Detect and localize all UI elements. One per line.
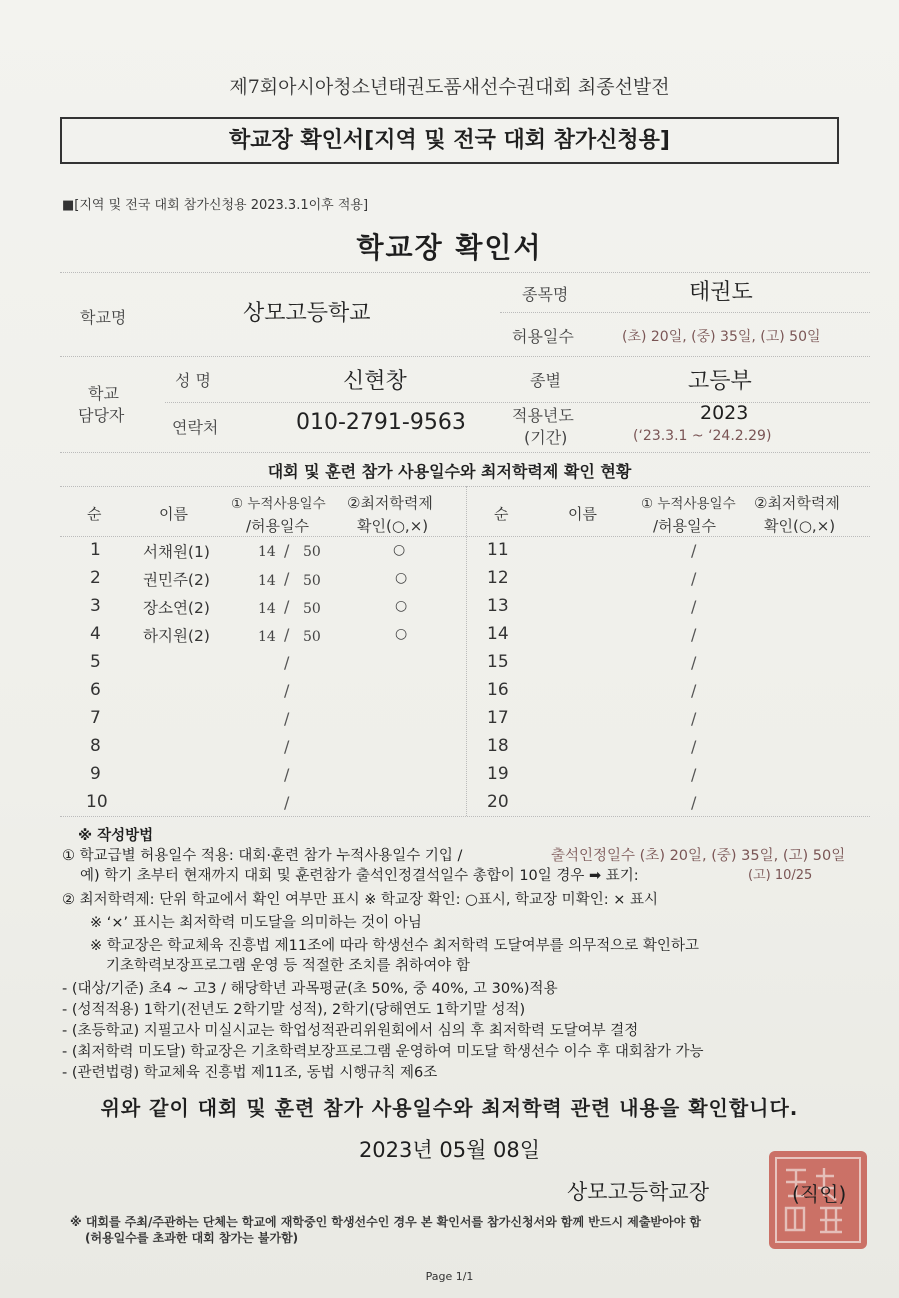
divider: [500, 312, 870, 313]
days-separator: /: [284, 737, 290, 756]
academic-check: ○: [395, 570, 408, 586]
col-header-academic: ②최저학력제: [754, 494, 840, 512]
table-row-no: 1: [90, 540, 101, 560]
table-row-no: 4: [90, 624, 101, 644]
document-title-box: 학교장 확인서[지역 및 전국 대회 참가신청용]: [60, 117, 839, 164]
days-separator: /: [691, 793, 697, 812]
method-note-2: ※ 학교장은 학교체육 진흥법 제11조에 따라 학생선수 최저학력 도달여부를 의무적으로 확인하고: [90, 938, 699, 954]
allowed-days-label: 허용일수: [512, 327, 574, 346]
days-separator: /: [284, 625, 290, 644]
table-row-name: 하지원(2): [143, 627, 210, 645]
table-row-no: 14: [487, 624, 509, 644]
table-center-divider: [466, 486, 467, 816]
table-row-no: 13: [487, 596, 509, 616]
table-row-no: 16: [487, 680, 509, 700]
days-separator: /: [691, 709, 697, 728]
allowed-days-value: (초) 20일, (중) 35일, (고) 50일: [622, 329, 821, 345]
days-separator: /: [691, 569, 697, 588]
confirmation-date: 2023년 05월 08일: [358, 1138, 541, 1162]
table-row-no: 12: [487, 568, 509, 588]
used-days: 14: [258, 629, 276, 645]
col-header-days: ① 누적사용일수: [641, 496, 736, 512]
days-separator: /: [691, 625, 697, 644]
method-note-2-cont: 기초학력보장프로그램 운영 등 적절한 조치를 취하여야 함: [106, 958, 470, 974]
table-row-no: 20: [487, 792, 509, 812]
table-row-name: 권민주(2): [143, 571, 210, 589]
days-separator: /: [284, 569, 290, 588]
table-row-no: 19: [487, 764, 509, 784]
table-row-name: 장소연(2): [143, 599, 210, 617]
days-separator: /: [691, 653, 697, 672]
divider: [60, 536, 870, 537]
days-separator: /: [284, 765, 290, 784]
main-title: 학교장 확인서: [356, 231, 543, 264]
table-row-no: 6: [90, 680, 101, 700]
manager-name-value: 신현창: [343, 369, 407, 394]
method-bullet: - (초등학교) 지필고사 미실시교는 학업성적관리위원회에서 심의 후 최저학력 도달여부 결정: [62, 1023, 639, 1039]
method-item-2: ② 최저학력제: 단위 학교에서 확인 여부만 표시 ※ 학교장 확인: ○표시, 학교장 미확인: × 표시: [62, 892, 658, 908]
col-header-no: 순: [87, 505, 102, 523]
method-item-1-highlight: 출석인정일수 (초) 20일, (중) 35일, (고) 50일: [551, 848, 846, 864]
table-row-no: 7: [90, 708, 101, 728]
manager-label: 학교: [88, 384, 119, 403]
allowed-days: 50: [303, 601, 321, 617]
days-separator: /: [284, 597, 290, 616]
school-label: 학교명: [80, 308, 127, 327]
col-header-academic-sub: 확인(○,×): [764, 517, 836, 535]
signer-name: 상모고등학교장: [567, 1180, 710, 1204]
allowed-days: 50: [303, 573, 321, 589]
table-row-no: 15: [487, 652, 509, 672]
table-row-no: 18: [487, 736, 509, 756]
method-note-1: ※ ‘×’ 표시는 최저학력 미도달을 의미하는 것이 아님: [90, 915, 422, 931]
days-separator: /: [284, 541, 290, 560]
method-item-1-example: 예) 학기 초부터 현재까지 대회 및 훈련참가 출석인정결석일수 총합이 10일 경우 ➡ 표기:: [80, 868, 639, 884]
method-bullet: - (최저학력 미도달) 학교장은 기초학력보장프로그램 운영하여 미도달 학생선수 이수 후 대회참가 가능: [62, 1044, 704, 1060]
contact-label: 연락처: [172, 418, 219, 437]
days-separator: /: [691, 541, 697, 560]
method-title: ※ 작성방법: [78, 828, 154, 844]
school-value: 상모고등학교: [243, 301, 371, 326]
col-header-no: 순: [494, 505, 509, 523]
confirmation-statement: 위와 같이 대회 및 훈련 참가 사용일수와 최저학력 관련 내용을 확인합니다.: [100, 1096, 799, 1120]
table-row-no: 3: [90, 596, 101, 616]
method-bullet: - (대상/기준) 초4 ~ 고3 / 해당학년 과목평균(초 50%, 중 40%, 고 30%)적용: [62, 981, 558, 997]
allowed-days: 50: [303, 629, 321, 645]
divider: [60, 816, 870, 817]
manager-label: 담당자: [78, 406, 125, 425]
col-header-academic-sub: 확인(○,×): [357, 517, 429, 535]
period-label: (기간): [524, 428, 568, 447]
sport-value: 태권도: [689, 280, 753, 305]
level-value: 고등부: [688, 369, 752, 394]
days-separator: /: [691, 765, 697, 784]
table-row-no: 8: [90, 736, 101, 756]
table-row-no: 9: [90, 764, 101, 784]
days-separator: /: [691, 737, 697, 756]
table-row-no: 11: [487, 540, 509, 560]
divider: [60, 272, 870, 273]
used-days: 14: [258, 573, 276, 589]
seal-label: (직인): [792, 1182, 847, 1206]
col-header-days-sub: /허용일수: [653, 517, 717, 535]
page-number: Page 1/1: [425, 1270, 474, 1283]
days-separator: /: [284, 793, 290, 812]
year-value: 2023: [700, 402, 749, 424]
days-separator: /: [691, 681, 697, 700]
table-row-no: 17: [487, 708, 509, 728]
table-row-no: 10: [86, 792, 108, 812]
used-days: 14: [258, 601, 276, 617]
form-note: ■[지역 및 전국 대회 참가신청용 2023.3.1이후 적용]: [62, 198, 369, 213]
method-item-1: ① 학교급별 허용일수 적용: 대회·훈련 참가 누적사용일수 기입 /: [62, 848, 463, 864]
used-days: 14: [258, 544, 276, 560]
days-separator: /: [284, 681, 290, 700]
footer-note: ※ 대회를 주최/주관하는 단체는 학교에 재학중인 학생선수인 경우 본 확인서를 참가신청서와 함께 반드시 제출받아야 함: [70, 1215, 701, 1229]
days-separator: /: [284, 709, 290, 728]
sport-label: 종목명: [522, 285, 569, 304]
footer-note-cont: (허용일수를 초과한 대회 참가는 불가함): [85, 1231, 299, 1245]
academic-check: ○: [393, 542, 406, 558]
table-row-no: 2: [90, 568, 101, 588]
col-header-name: 이름: [159, 505, 188, 523]
table-row-name: 서채원(1): [143, 543, 210, 561]
contact-value: 010-2791-9563: [296, 410, 466, 435]
method-bullet: - (성적적용) 1학기(전년도 2학기말 성적), 2학기(당해연도 1학기말 성적): [62, 1002, 526, 1018]
academic-check: ○: [395, 598, 408, 614]
divider: [60, 452, 870, 453]
days-separator: /: [691, 597, 697, 616]
col-header-name: 이름: [568, 505, 597, 523]
level-label: 종별: [530, 371, 561, 390]
method-item-1-example-value: (고) 10/25: [748, 868, 813, 883]
col-header-days-sub: /허용일수: [246, 517, 310, 535]
allowed-days: 50: [303, 544, 321, 560]
table-section-title: 대회 및 훈련 참가 사용일수와 최저학력제 확인 현황: [267, 462, 632, 481]
table-row-no: 5: [90, 652, 101, 672]
col-header-academic: ②최저학력제: [347, 494, 433, 512]
col-header-days: ① 누적사용일수: [231, 496, 326, 512]
divider: [60, 486, 870, 487]
name-label: 성 명: [175, 371, 211, 390]
method-bullet: - (관련법령) 학교체육 진흥법 제11조, 동법 시행규칙 제6조: [62, 1065, 438, 1081]
year-label: 적용년도: [512, 406, 574, 425]
academic-check: ○: [395, 626, 408, 642]
divider: [60, 356, 870, 357]
event-title: 제7회아시아청소년태권도품새선수권대회 최종선발전: [229, 76, 670, 98]
days-separator: /: [284, 653, 290, 672]
period-value: (‘23.3.1 ~ ‘24.2.29): [633, 428, 772, 444]
